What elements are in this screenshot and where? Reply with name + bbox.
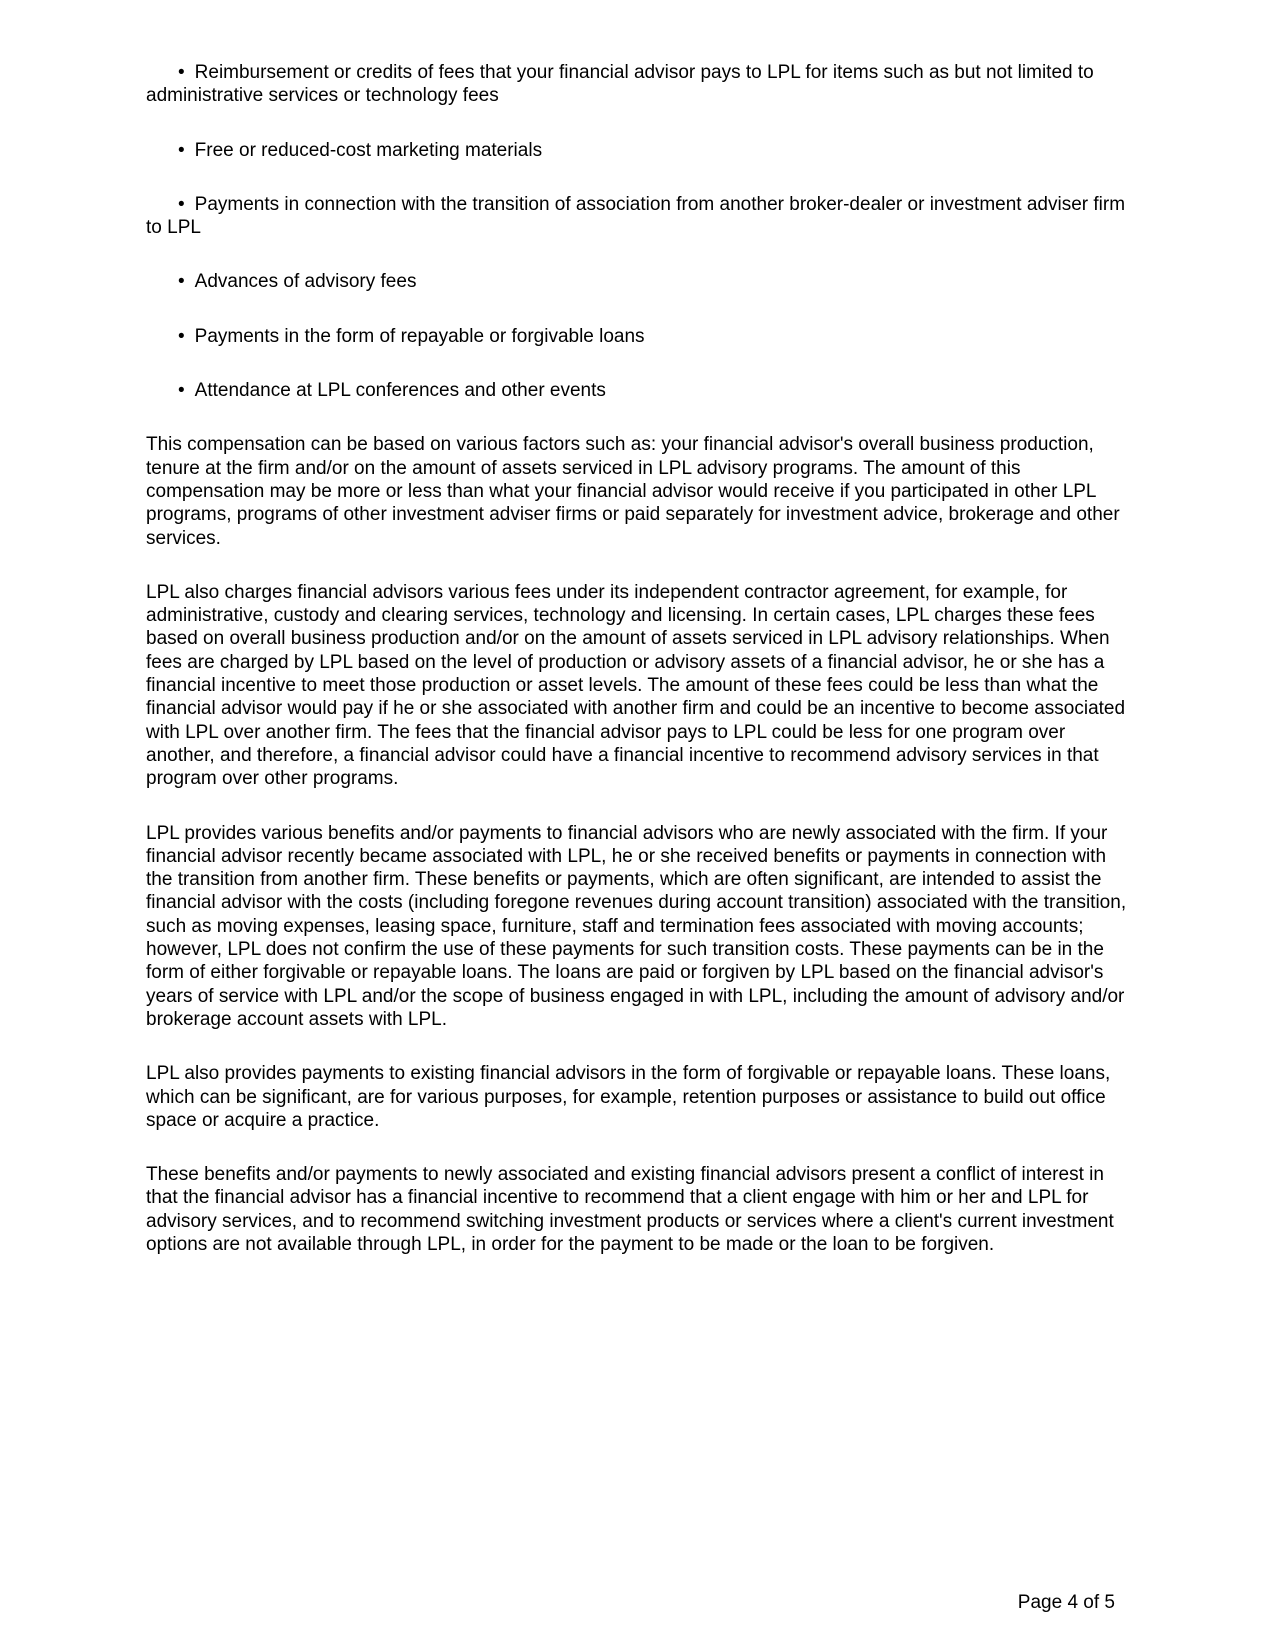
body-paragraph: This compensation can be based on various factors such as: your financial advisor's overall business production, tenure at the firm and/or on the amount of assets serviced in LPL advisory programs. The amount of this compensation may be more or less than what your financial advisor would receive if you participated in other LPL programs, programs of other investment adviser firms or paid separately for investment advice, brokerage and other services. [146,434,1120,549]
bullet-text: Attendance at LPL conferences and other events [194,380,606,402]
bullet-item [146,139,1128,162]
bullet-icon: • [178,193,185,215]
bullet-item [146,61,1128,108]
body-paragraph: LPL also provides payments to existing financial advisors in the form of forgivable or repayable loans. These loans, which can be significant, are for various purposes, for example, retention purposes or assistance to build out office space or acquire a practice. [146,1063,1111,1131]
bullet-icon: • [178,271,185,293]
bullet-text: Free or reduced-cost marketing materials [194,139,543,161]
page-number: Page 4 of 5 [1017,1592,1115,1613]
body-paragraph: LPL provides various benefits and/or payments to financial advisors who are newly associated with the firm. If your financial advisor recently became associated with LPL, he or she received benefits or payments in connection with the transition from another firm. These benefits or payments, which are often significant, are intended to assist the financial advisor with the costs (including foregone revenues during account transition) associated with the transition, such as moving expenses, leasing space, furniture, staff and termination fees associated with moving accounts; however, LPL does not confirm the use of these payments for such transition costs. These payments can be in the form of either forgivable or repayable loans. The loans are paid or forgiven by LPL based on the financial advisor's years of service with LPL and/or the scope of business engaged in with LPL, including the amount of advisory and/or brokerage account assets with LPL. [146,822,1127,1030]
bullet-item [146,379,1128,402]
bullet-item [146,193,1128,240]
bullet-icon: • [178,325,185,347]
bullet-text: Payments in connection with the transition of association from another broker-dealer or investment adviser firm to LPL [146,193,1126,239]
bullet-text: Reimbursement or credits of fees that your financial advisor pays to LPL for items such as but not limited to administrative services or technology fees [146,62,1094,107]
bullet-item [146,325,1128,348]
bullet-icon: • [178,62,185,83]
body-paragraph: These benefits and/or payments to newly associated and existing financial advisors present a conflict of interest in that the financial advisor has a financial incentive to recommend that a client engage with him or her and LPL for advisory services, and to recommend switching investment products or services where a client's current investment options are not available through LPL, in order for the payment to be made or the loan to be forgiven. [146,1164,1114,1255]
bullet-icon: • [178,139,185,161]
bullet-text: Advances of advisory fees [194,271,417,293]
bullet-text: Payments in the form of repayable or forgivable loans [194,325,645,347]
bullet-item [146,270,1128,293]
body-paragraph: LPL also charges financial advisors various fees under its independent contractor agreement, for example, for administrative, custody and clearing services, technology and licensing. In certain cases, LPL charges these fees based on overall business production and/or on the amount of assets serviced in LPL advisory relationships. When fees are charged by LPL based on the level of production or advisory assets of a financial advisor, he or she has a financial incentive to meet those production or asset levels. The amount of these fees could be less than what the financial advisor would pay if he or she associated with another firm and could be an incentive to become associated with LPL over another firm. The fees that the financial advisor pays to LPL could be less for one program over another, and therefore, a financial advisor could have a financial incentive to recommend advisory services in that program over other programs. [146,581,1126,790]
page-content [146,61,1128,1287]
bullet-icon: • [178,380,185,402]
